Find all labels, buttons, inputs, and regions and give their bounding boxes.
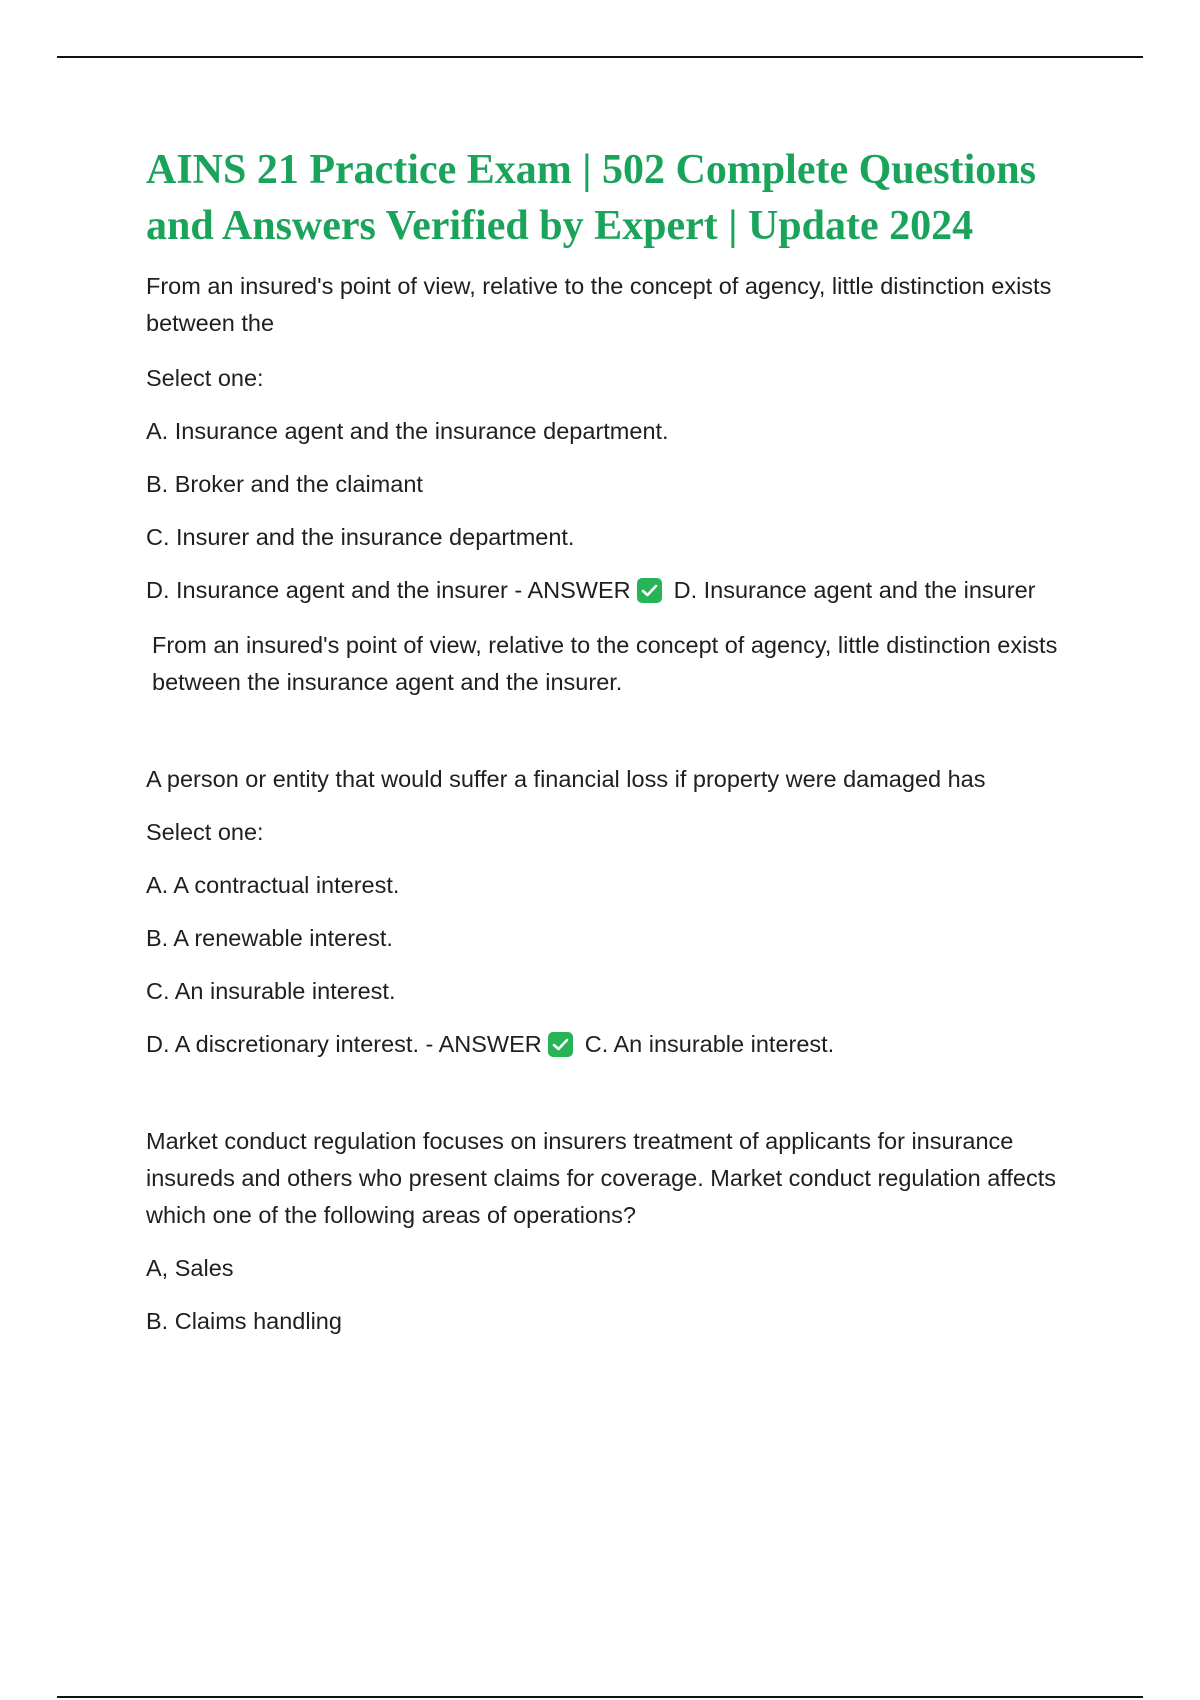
option-c: C. Insurer and the insurance department. [146,524,575,550]
option-c: C. An insurable interest. [146,978,396,1004]
question-prompt: From an insured's point of view, relative to the concept of agency, little distinction exists between the [146,273,1052,336]
check-box-icon [548,1032,573,1057]
answer-explanation: From an insured's point of view, relative to the concept of agency, little distinction exists between the insurance agent and the insurer. [152,632,1058,695]
question-prompt: A person or entity that would suffer a financial loss if property were damaged has [146,766,986,792]
answer-line [146,572,1096,609]
correct-answer: D. Insurance agent and the insurer [673,577,1036,603]
document-body [146,142,1096,1340]
answer-line [146,1026,1096,1063]
select-label: Select one: [146,365,264,391]
option-a: A, Sales [146,1255,234,1281]
option-d-answer: D. Insurance agent and the insurer - ANSWER [146,577,631,603]
option-a: A. Insurance agent and the insurance department. [146,418,669,444]
question-block [146,268,1096,701]
option-d-answer: D. A discretionary interest. - ANSWER [146,1031,542,1057]
option-a: A. A contractual interest. [146,872,400,898]
select-label: Select one: [146,819,264,845]
question-prompt: Market conduct regulation focuses on insurers treatment of applicants for insurance insureds and others who present claims for coverage. Market conduct regulation affects which one of the following areas of operations? [146,1128,1057,1228]
question-block [146,761,1096,1063]
document-title: AINS 21 Practice Exam | 502 Complete Questions and Answers Verified by Expert | Update 2024 [146,147,1036,249]
correct-answer: C. An insurable interest. [584,1031,835,1057]
option-b: B. Claims handling [146,1308,342,1334]
check-box-icon [637,578,662,603]
header-rule [57,56,1143,58]
option-b: B. A renewable interest. [146,925,393,951]
question-block [146,1123,1096,1340]
option-b: B. Broker and the claimant [146,471,423,497]
footer-rule [57,1696,1143,1698]
